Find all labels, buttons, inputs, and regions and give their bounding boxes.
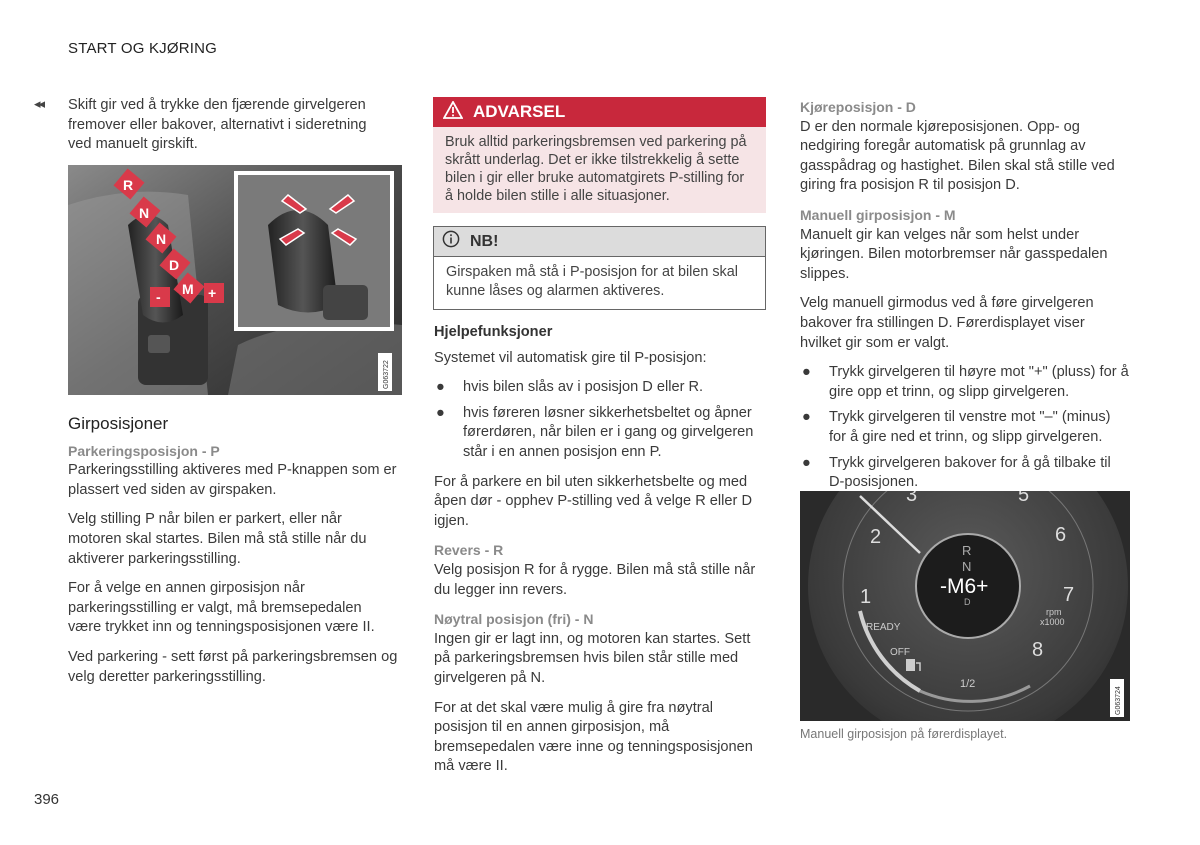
gear-label-plus: + <box>208 285 217 301</box>
fuel-half-label: 1/2 <box>960 678 976 690</box>
gauge-num-6: 6 <box>1055 524 1067 546</box>
manual-text-2: Velg manuell girmodus ved å føre girvelgeren bakover fra stillingen D. Førerdisplayet viser hvilket gir som er valgt. <box>800 295 1094 351</box>
section-title: Girposisjoner <box>68 414 169 433</box>
gear-label-minus: - <box>156 289 161 305</box>
no-belt-text: For å parkere en bil uten sikkerhetsbelte og med åpen dør - opphev P-stilling ved å velge R eller D igjen. <box>434 473 752 529</box>
page-number: 396 <box>34 791 60 808</box>
gear-label-d: D <box>169 257 180 273</box>
list-item: ● hvis bilen slås av i posisjon D eller R. <box>434 378 764 398</box>
neutral-text-2: For at det skal være mulig å gire fra nøytral posisjon til en annen girposisjon, må bremsepedalen være inne og tenningsposisjonen må være II. <box>434 699 753 775</box>
gear-label-d-upper: N <box>156 231 167 247</box>
park-paragraph-1: Parkeringsstilling aktiveres med P-knappen som er plassert ved siden av girspaken. <box>68 462 397 498</box>
gear-label-n: N <box>139 205 150 221</box>
gauge-num-7: 7 <box>1063 584 1075 606</box>
warning-title: ADVARSEL <box>473 102 566 121</box>
bullet-icon: ● <box>802 364 811 381</box>
gear-n-label: N <box>962 559 972 574</box>
reverse-heading: Revers - R <box>434 542 504 559</box>
bullet-icon: ● <box>802 454 811 471</box>
list-item: ● Trykk girvelgeren til venstre mot "–" (minus) for å gire ned et trinn, og slipp girvelgeren. <box>802 409 1111 445</box>
reverse-text: Velg posisjon R for å rygge. Bilen må stå stille når du legger inn revers. <box>434 561 756 598</box>
continued-marker: ◂◂ <box>34 96 44 111</box>
park-paragraph-4: Ved parkering - sett først på parkeringsbremsen og velg deretter parkeringsstilling. <box>68 648 398 685</box>
gauge-num-5: 5 <box>1018 491 1030 506</box>
bullet-icon: ● <box>436 404 445 421</box>
bullet-icon: ● <box>436 379 445 396</box>
warning-box <box>433 97 766 213</box>
gear-label-m: M <box>182 281 194 297</box>
gauge-num-3: 3 <box>906 491 918 506</box>
neutral-text: Ingen gir er lagt inn, og motoren kan startes. Sett på parkeringsbremsen hvis bilen står stille med girvelgeren på N. <box>434 630 751 686</box>
note-text: Girspaken må stå i P-posisjon for at bilen skal kunne låses og alarmen aktiveres. <box>446 264 738 299</box>
off-label: OFF <box>890 647 910 658</box>
bullet-icon: ● <box>802 409 811 426</box>
image-caption: Manuell girposisjon på førerdisplayet. <box>800 727 1008 741</box>
list-item: ● hvis føreren løsner sikkerhetsbeltet og åpner førerdøren, når bilen er i gang og girvelgeren står i en annen posisjon enn P. <box>436 404 754 460</box>
manual-text: Manuelt gir kan velges når som helst under kjøringen. Bilen motorbremser når gasspedalen slippes. <box>800 226 1108 282</box>
auto-park-list <box>434 378 764 462</box>
warning-triangle-icon <box>443 101 463 124</box>
gauge-num-1: 1 <box>860 586 872 608</box>
warning-text: Bruk alltid parkeringsbremsen ved parkering på skrått underlag. Det er ikke tilstrekkelig å sette bilen i gir eller bruke automatgirets P-stilling for å holde bilen stille i alle situasjoner. <box>433 127 766 213</box>
gear-label-r: R <box>123 177 134 193</box>
rpm-label: rpm <box>1046 607 1062 617</box>
help-heading: Hjelpefunksjoner <box>434 324 553 340</box>
neutral-heading: Nøytral posisjon (fri) - N <box>434 611 594 628</box>
list-item: ● Trykk girvelgeren til høyre mot "+" (pluss) for å gire opp et trinn, og slipp girvelgeren. <box>802 364 1129 400</box>
manual-list <box>800 363 1130 493</box>
list-item: ● Trykk girvelgeren bakover for å gå tilbake til D-posisjonen. <box>802 454 1111 491</box>
info-icon <box>442 230 460 253</box>
page-header: START OG KJØRING <box>68 40 218 57</box>
park-paragraph-3: For å velge en annen girposisjon når parkeringsstilling er valgt, må bremsepedalen være trykket inn og tenningsposisjonen være II. <box>68 580 375 636</box>
note-title: NB! <box>470 232 499 250</box>
help-intro: Systemet vil automatisk gire til P-posisjon: <box>434 349 707 366</box>
gear-d-label: D <box>964 597 971 607</box>
park-paragraph-2: Velg stilling P når bilen er parkert, eller når motoren skal startes. Bilen må stå stille når du aktiverer parkeringsstilling. <box>68 511 367 567</box>
x1000-label: x1000 <box>1040 617 1065 627</box>
image-code: G063724 <box>1115 686 1122 715</box>
gauge-num-2: 2 <box>870 526 882 548</box>
park-heading: Parkeringsposisjon - P <box>68 442 220 459</box>
drive-heading: Kjøreposisjon - D <box>800 99 916 115</box>
current-gear-label: -M6+ <box>940 575 989 598</box>
gauge-num-8: 8 <box>1032 639 1044 661</box>
intro-text: Skift gir ved å trykke den fjærende girvelgeren fremover eller bakover, alternativt i sideretning ved manuelt girskift. <box>68 97 367 153</box>
note-box <box>433 226 766 310</box>
drive-text: D er den normale kjøreposisjonen. Opp- og nedgiring foregår automatisk på grunnlag av gasspådrag og hastighet. Bilen skal stå stille ved giring fra posisjon R til posisjon D. <box>800 118 1115 194</box>
manual-heading: Manuell girposisjon - M <box>800 206 956 223</box>
ready-label: READY <box>866 622 901 633</box>
gear-selector-image <box>68 165 402 395</box>
driver-display-image <box>800 491 1130 721</box>
image-code: G063722 <box>383 360 390 389</box>
gear-r-label: R <box>962 543 972 558</box>
